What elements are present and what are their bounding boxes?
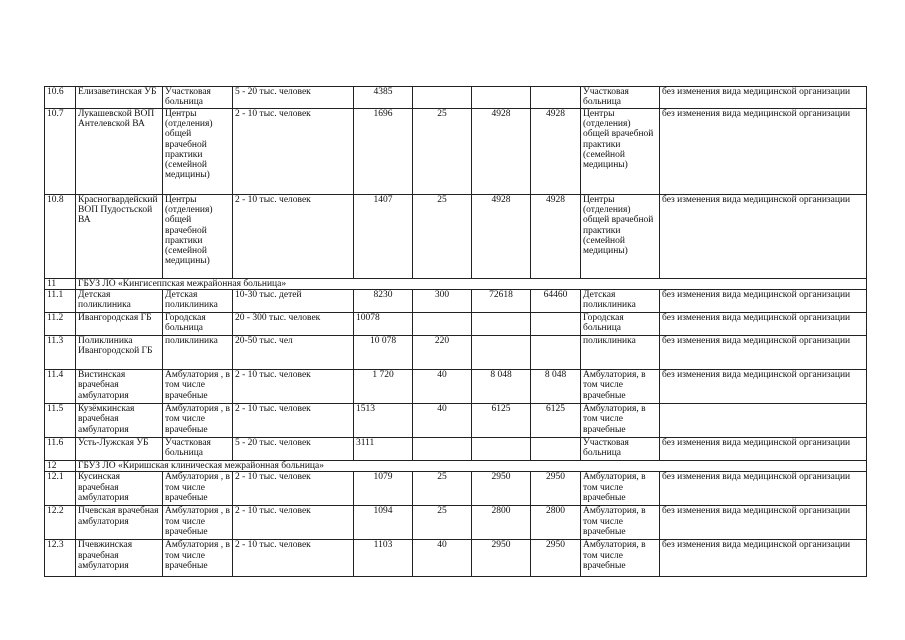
facility-type: Амбулатория , в том числе врачебные [163,370,233,404]
population-range: 2 - 10 тыс. человек [233,370,354,404]
value-col7: 4928 [472,109,531,195]
value-col8: 2800 [531,506,581,540]
value-col8 [531,313,581,336]
value-col8: 2950 [531,472,581,506]
value-col7: 72618 [472,290,531,313]
value-col6: 25 [413,472,472,506]
value-col5: 1696 [354,109,413,195]
target-type: поликлиника [581,336,660,370]
facilities-table [44,86,867,577]
value-col8 [531,87,581,109]
note: без изменения вида медицинской организации [660,87,867,109]
facility-name: Кузёмкинская врачебная амбулатория [76,404,163,438]
note: без изменения вида медицинской организации [660,540,867,577]
target-type: Городская больница [581,313,660,336]
note: без изменения вида медицинской организации [660,290,867,313]
note: без изменения вида медицинской организации [660,313,867,336]
target-type: Амбулатория, в том числе врачебные [581,404,660,438]
population-range: 2 - 10 тыс. человек [233,540,354,577]
value-col6: 40 [413,404,472,438]
value-col6 [413,313,472,336]
table-row [45,540,867,577]
value-col6 [413,438,472,461]
target-type: Детская поликлиника [581,290,660,313]
row-number: 12.2 [45,506,76,540]
row-number: 11.1 [45,290,76,313]
row-number: 10.8 [45,195,76,279]
facility-name: Кусинская врачебная амбулатория [76,472,163,506]
facility-name: Поликлиника Ивангородской ГБ [76,336,163,370]
value-col7: 8 048 [472,370,531,404]
facility-name: Детская поликлиника [76,290,163,313]
facility-type: Амбулатория , в том числе врачебные [163,472,233,506]
table-row [45,336,867,370]
target-type: Участковая больница [581,87,660,109]
note: без изменения вида медицинской организации [660,472,867,506]
section-row [45,279,867,290]
value-col7: 2950 [472,540,531,577]
note: без изменения вида медицинской организации [660,195,867,279]
table-row [45,438,867,461]
value-col5: 10 078 [354,336,413,370]
value-col5: 10078 [354,313,413,336]
section-title: ГБУЗ ЛО «Кингисеппская межрайонная больница» [76,279,867,290]
value-col5: 1094 [354,506,413,540]
row-number: 10.7 [45,109,76,195]
value-col5: 4385 [354,87,413,109]
facility-type: Амбулатория , в том числе врачебные [163,506,233,540]
table-row [45,404,867,438]
population-range: 20-50 тыс. чел [233,336,354,370]
table-row [45,506,867,540]
row-number: 12.3 [45,540,76,577]
facility-name: Пчевская врачебная амбулатория [76,506,163,540]
facility-type: Участковая больница [163,87,233,109]
target-type: Амбулатория, в том числе врачебные [581,540,660,577]
population-range: 5 - 20 тыс. человек [233,87,354,109]
facility-name: Пчевжинская врачебная амбулатория [76,540,163,577]
value-col8: 6125 [531,404,581,438]
facility-type: Детская поликлиника [163,290,233,313]
population-range: 2 - 10 тыс. человек [233,506,354,540]
row-number: 11.6 [45,438,76,461]
target-type: Амбулатория, в том числе врачебные [581,370,660,404]
value-col6: 25 [413,195,472,279]
facility-name: Ивангородская ГБ [76,313,163,336]
facility-name: Елизаветинская УБ [76,87,163,109]
population-range: 5 - 20 тыс. человек [233,438,354,461]
table-row [45,87,867,109]
value-col8: 64460 [531,290,581,313]
facility-type: Амбулатория , в том числе врачебные [163,404,233,438]
table-row [45,290,867,313]
target-type: Участковая больница [581,438,660,461]
value-col8: 8 048 [531,370,581,404]
table-row [45,370,867,404]
value-col6: 25 [413,506,472,540]
value-col7 [472,336,531,370]
value-col5: 1407 [354,195,413,279]
population-range: 10-30 тыс. детей [233,290,354,313]
value-col6: 40 [413,370,472,404]
row-number: 11.4 [45,370,76,404]
value-col5: 8230 [354,290,413,313]
value-col8: 2950 [531,540,581,577]
target-type: Амбулатория, в том числе врачебные [581,472,660,506]
value-col7: 2800 [472,506,531,540]
value-col6: 300 [413,290,472,313]
section-title: ГБУЗ ЛО «Киришская клиническая межрайонная больница» [76,461,867,472]
target-type: Центры (отделения) общей врачебной практики (семейной медицины) [581,109,660,195]
section-number: 11 [45,279,76,290]
row-number: 11.3 [45,336,76,370]
note: без изменения вида медицинской организации [660,438,867,461]
row-number: 11.5 [45,404,76,438]
note: без изменения вида медицинской организации [660,109,867,195]
row-number: 11.2 [45,313,76,336]
value-col7: 2950 [472,472,531,506]
population-range: 2 - 10 тыс. человек [233,404,354,438]
facility-type: поликлиника [163,336,233,370]
value-col5: 1513 [354,404,413,438]
note: без изменения вида медицинской организации [660,336,867,370]
facility-type: Амбулатория , в том числе врачебные [163,540,233,577]
value-col5: 1103 [354,540,413,577]
value-col5: 3111 [354,438,413,461]
population-range: 2 - 10 тыс. человек [233,472,354,506]
value-col5: 1079 [354,472,413,506]
facility-type: Центры (отделения) общей врачебной практики (семейной медицины) [163,195,233,279]
row-number: 10.6 [45,87,76,109]
facility-type: Центры (отделения) общей врачебной практики (семейной медицины) [163,109,233,195]
value-col5: 1 720 [354,370,413,404]
facility-name: Красногвардейский ВОП Пудостьской ВА [76,195,163,279]
facility-name: Усть-Лужская УБ [76,438,163,461]
facility-type: Городская больница [163,313,233,336]
section-number: 12 [45,461,76,472]
value-col8: 4928 [531,109,581,195]
facility-name: Вистинская врачебная амбулатория [76,370,163,404]
table-row [45,313,867,336]
note: без изменения вида медицинской организации [660,506,867,540]
value-col6: 40 [413,540,472,577]
population-range: 20 - 300 тыс. человек [233,313,354,336]
note: без изменения вида медицинской организации [660,370,867,404]
population-range: 2 - 10 тыс. человек [233,195,354,279]
table-row [45,109,867,195]
note [660,404,867,438]
value-col8 [531,336,581,370]
facility-name: Лукашевской ВОП Антелевской ВА [76,109,163,195]
population-range: 2 - 10 тыс. человек [233,109,354,195]
value-col6 [413,87,472,109]
table-row [45,195,867,279]
value-col8: 4928 [531,195,581,279]
value-col7: 6125 [472,404,531,438]
value-col7: 4928 [472,195,531,279]
value-col7 [472,87,531,109]
value-col8 [531,438,581,461]
facility-type: Участковая больница [163,438,233,461]
value-col6: 25 [413,109,472,195]
value-col7 [472,313,531,336]
target-type: Центры (отделения) общей врачебной практики (семейной медицины) [581,195,660,279]
row-number: 12.1 [45,472,76,506]
target-type: Амбулатория, в том числе врачебные [581,506,660,540]
value-col6: 220 [413,336,472,370]
section-row [45,461,867,472]
table-row [45,472,867,506]
value-col7 [472,438,531,461]
